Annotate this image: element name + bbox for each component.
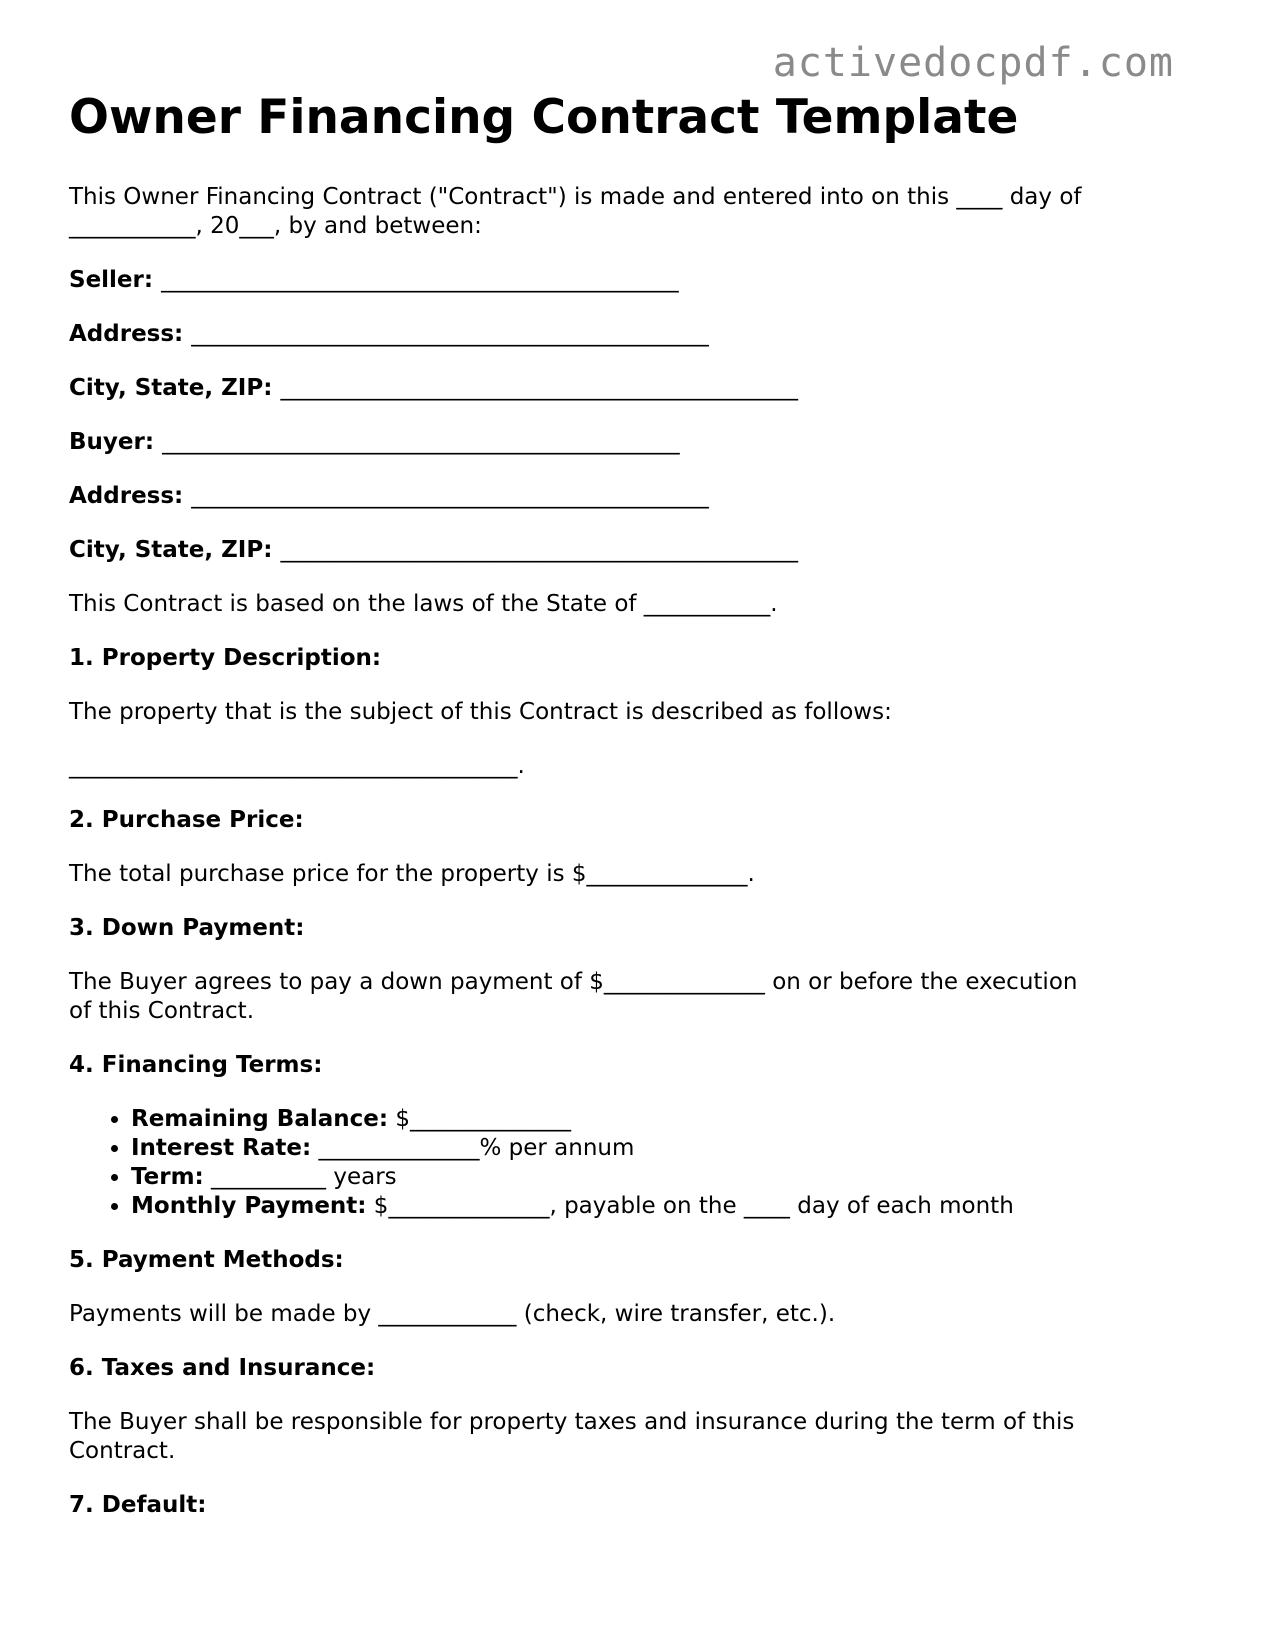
term-label: Interest Rate: — [131, 1135, 312, 1161]
field-label: City, State, ZIP: — [69, 537, 273, 563]
term-label: Remaining Balance: — [131, 1106, 389, 1132]
taxes-insurance-line-2: Contract. — [69, 1438, 176, 1464]
list-item — [131, 1134, 1189, 1163]
down-payment-line-1: The Buyer agrees to pay a down payment of $______________ on or before the execution — [69, 969, 1078, 995]
field-label: City, State, ZIP: — [69, 375, 273, 401]
term-label: Term: — [131, 1164, 204, 1190]
seller-address-field[interactable] — [69, 320, 1189, 349]
section-heading-purchase-price: 2. Purchase Price: — [69, 807, 304, 833]
list-item — [131, 1192, 1189, 1221]
taxes-insurance-line-1: The Buyer shall be responsible for property taxes and insurance during the term of this — [69, 1409, 1075, 1435]
field-blank[interactable]: _____________________________________________ — [161, 267, 679, 293]
term-value[interactable]: ______________% per annum — [311, 1135, 635, 1161]
field-label: Address: — [69, 321, 184, 347]
field-label: Seller: — [69, 267, 154, 293]
section-heading-taxes-insurance: 6. Taxes and Insurance: — [69, 1355, 376, 1381]
field-blank[interactable]: _____________________________________________ — [191, 321, 709, 347]
list-item — [131, 1163, 1189, 1192]
intro-line-2: ___________, 20___, by and between: — [69, 213, 482, 239]
taxes-insurance-text — [69, 1408, 1189, 1466]
governing-law-text: This Contract is based on the laws of the State of ___________. — [69, 591, 778, 617]
payment-methods-text: Payments will be made by ____________ (check, wire transfer, etc.). — [69, 1301, 836, 1327]
term-value[interactable]: $______________ — [388, 1106, 571, 1132]
term-label: Monthly Payment: — [131, 1193, 367, 1219]
buyer-address-field[interactable] — [69, 482, 1189, 511]
watermark: activedocpdf.com — [772, 40, 1174, 86]
intro-paragraph — [69, 183, 1189, 241]
buyer-city-state-zip-field[interactable] — [69, 536, 1189, 565]
term-value[interactable]: __________ years — [203, 1164, 397, 1190]
financing-terms-list — [69, 1105, 1189, 1221]
purchase-price-text: The total purchase price for the property is $______________. — [69, 861, 755, 887]
field-blank[interactable]: _____________________________________________ — [191, 483, 709, 509]
down-payment-line-2: of this Contract. — [69, 998, 255, 1024]
section-heading-down-payment: 3. Down Payment: — [69, 915, 305, 941]
field-blank[interactable]: _____________________________________________ — [280, 375, 798, 401]
seller-city-state-zip-field[interactable] — [69, 374, 1189, 403]
property-description-text: The property that is the subject of this Contract is described as follows: — [69, 699, 892, 725]
seller-field[interactable] — [69, 266, 1189, 295]
term-value[interactable]: $______________, payable on the ____ day of each month — [366, 1193, 1014, 1219]
field-label: Buyer: — [69, 429, 155, 455]
field-label: Address: — [69, 483, 184, 509]
document-page — [69, 88, 1189, 1545]
down-payment-text — [69, 968, 1189, 1026]
section-heading-property-description: 1. Property Description: — [69, 645, 382, 671]
document-title: Owner Financing Contract Template — [69, 90, 1019, 145]
list-item — [131, 1105, 1189, 1134]
section-heading-default: 7. Default: — [69, 1492, 207, 1518]
section-heading-payment-methods: 5. Payment Methods: — [69, 1247, 344, 1273]
property-description-blank[interactable]: _______________________________________. — [69, 753, 525, 779]
field-blank[interactable]: _____________________________________________ — [280, 537, 798, 563]
intro-line-1: This Owner Financing Contract ("Contract") is made and entered into on this ____ day of — [69, 184, 1082, 210]
buyer-field[interactable] — [69, 428, 1189, 457]
field-blank[interactable]: _____________________________________________ — [162, 429, 680, 455]
section-heading-financing-terms: 4. Financing Terms: — [69, 1052, 323, 1078]
